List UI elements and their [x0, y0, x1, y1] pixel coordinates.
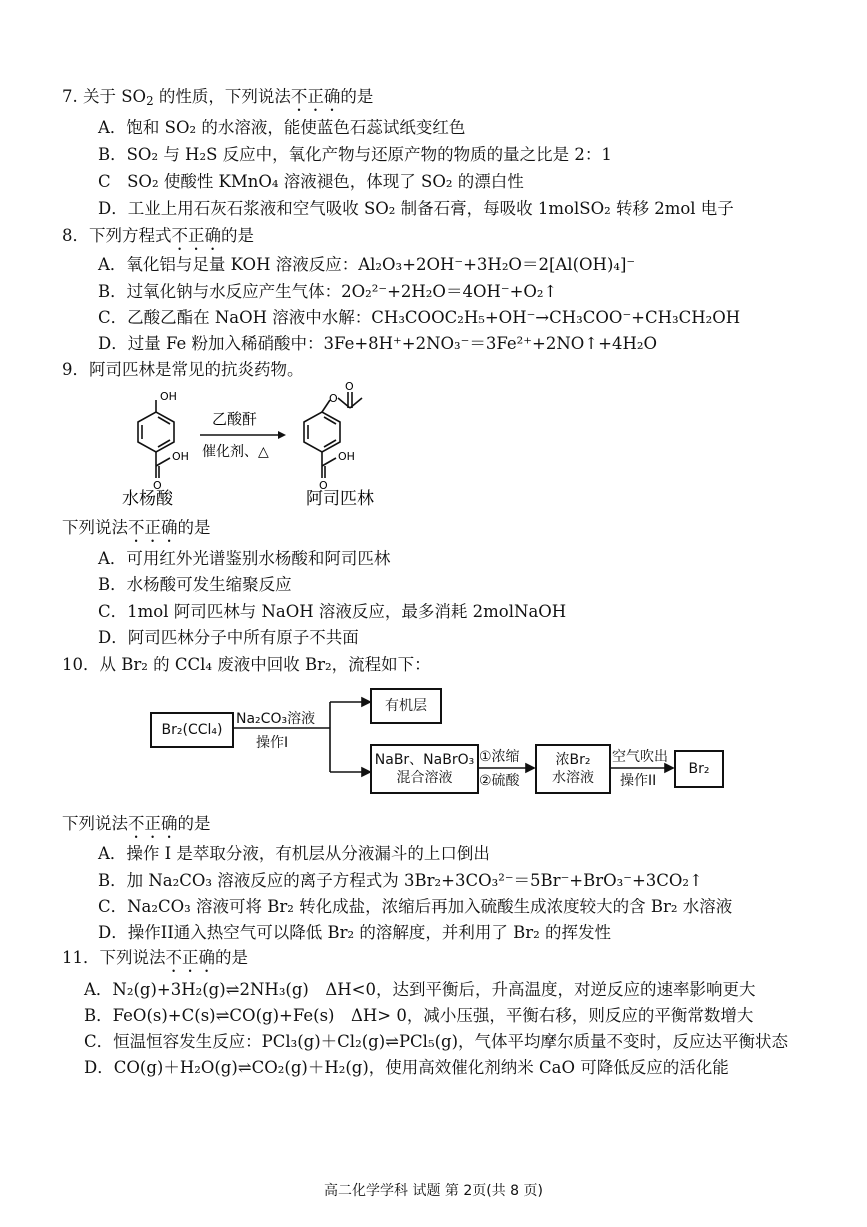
oh-label-2: OH: [172, 450, 189, 463]
aspirin-synthesis-diagram: [100, 380, 420, 510]
o-label-1: O: [153, 479, 162, 492]
oh-label-1: OH: [160, 390, 177, 403]
q8-stem: 8．下列方程式不正确的是: [62, 226, 254, 245]
arrow2-top-label: ①浓缩: [479, 749, 520, 765]
o-label-4: O: [319, 479, 328, 492]
q9-option-a: A．可用红外光谱鉴别水杨酸和阿司匹林: [98, 549, 391, 568]
q11-option-a: A．N₂(g)+3H₂(g)⇌2NH₃(g) ΔH<0，达到平衡后，升高温度，对逆反应的速率影响更大: [84, 980, 756, 999]
q10-option-c: C．Na₂CO₃ 溶液可将 Br₂ 转化成盐，浓缩后再加入硫酸生成浓度较大的含 Br₂ 水溶液: [98, 897, 733, 916]
q10-stem: 10．从 Br₂ 的 CCl₄ 废液中回收 Br₂，流程如下：: [62, 655, 431, 674]
q9-option-b: B．水杨酸可发生缩聚反应: [98, 575, 292, 594]
q11-option-c: C．恒温恒容发生反应：PCl₃(g)＋Cl₂(g)⇌PCl₅(g)，气体平均摩尔质量不变时，反应达平衡状态: [84, 1032, 789, 1051]
oh-label-3: OH: [338, 450, 355, 463]
o-label-2: O: [329, 392, 338, 405]
reagent-top-label: 乙酸酐: [212, 410, 258, 428]
q10-option-a: A．操作 I 是萃取分液，有机层从分液漏斗的上口倒出: [98, 844, 490, 863]
arrow1-top-label: Na₂CO₃溶液: [236, 711, 316, 727]
q7-option-b: B．SO₂ 与 H₂S 反应中，氧化产物与还原产物的物质的量之比是 2：1: [98, 145, 612, 164]
q10-option-b: B．加 Na₂CO₃ 溶液反应的离子方程式为 3Br₂+3CO₃²⁻＝5Br⁻+BrO₃⁻+3CO₂↑: [98, 871, 703, 890]
q7-option-a: A．饱和 SO₂ 的水溶液，能使蓝色石蕊试纸变红色: [98, 118, 466, 137]
mixed-solution-line1: NaBr、NaBrO₃: [374, 752, 475, 768]
box-mixed-solution: [370, 744, 479, 794]
q9-stem: 9．阿司匹林是常见的抗炎药物。: [62, 360, 304, 379]
reagent-bottom-label: 催化剂、△: [202, 444, 269, 460]
q11-stem: 11．下列说法不正确的是: [62, 948, 248, 967]
q9-ask: 下列说法不正确的是: [62, 518, 211, 537]
q9-option-d: D．阿司匹林分子中所有原子不共面: [98, 628, 359, 647]
q9-option-c: C．1mol 阿司匹林与 NaOH 溶液反应，最多消耗 2molNaOH: [98, 602, 567, 621]
page-footer: 高二化学学科 试题 第 2页(共 8 页): [324, 1183, 543, 1199]
q11-option-b: B．FeO(s)+C(s)⇌CO(g)+Fe(s) ΔH> 0，减小压强，平衡右移，则反应的平衡常数增大: [84, 1006, 754, 1025]
q7-option-d: D．工业上用石灰石浆液和空气吸收 SO₂ 制备石膏，每吸收 1molSO₂ 转移 2mol 电子: [98, 199, 734, 218]
q7-option-c: C SO₂ 使酸性 KMnO₄ 溶液褪色，体现了 SO₂ 的漂白性: [98, 172, 524, 191]
q7-stem: 7. 关于 $SO_2$ 的性质，下列说法不正确的是: [62, 87, 374, 108]
aspirin-name: 阿司匹林: [306, 489, 374, 509]
q8-option-b: B．过氧化钠与水反应产生气体：2O₂²⁻+2H₂O＝4OH⁻+O₂↑: [98, 282, 558, 301]
bromine-recovery-flowchart: [140, 684, 730, 804]
arrow2-bottom-label: ②硫酸: [479, 773, 520, 789]
concentrated-line2: 水溶液: [552, 770, 594, 786]
box-end-br2: Br₂: [674, 750, 724, 788]
salicylic-acid-name: 水杨酸: [122, 489, 173, 509]
q8-option-a: A．氧化铝与足量 KOH 溶液反应：Al₂O₃+2OH⁻+3H₂O＝2[Al(OH)₄]⁻: [98, 255, 636, 274]
q8-option-d: D．过量 Fe 粉加入稀硝酸中：3Fe+8H⁺+2NO₃⁻＝3Fe²⁺+2NO↑+4H₂O: [98, 334, 657, 353]
box-concentrated-br2: [535, 744, 611, 794]
box-organic-layer: 有机层: [370, 688, 442, 724]
box-start: Br₂(CCl₄): [150, 712, 234, 748]
arrow1-bottom-label: 操作I: [256, 735, 289, 751]
q8-option-c: C．乙酸乙酯在 NaOH 溶液中水解：CH₃COOC₂H₅+OH⁻→CH₃COO⁻+CH₃CH₂OH: [98, 308, 741, 327]
q10-ask: 下列说法不正确的是: [62, 814, 211, 833]
mixed-solution-line2: 混合溶液: [396, 770, 453, 786]
concentrated-line1: 浓Br₂: [555, 752, 591, 768]
salicylic-acid-structure: [138, 400, 174, 478]
arrow3-bottom-label: 操作II: [620, 773, 657, 789]
q11-option-d: D．CO(g)＋H₂O(g)⇌CO₂(g)＋H₂(g)，使用高效催化剂纳米 CaO 可降低反应的活化能: [84, 1058, 729, 1077]
arrow3-top-label: 空气吹出: [612, 749, 668, 765]
o-label-3: O: [345, 380, 354, 393]
q10-option-d: D．操作II通入热空气可以降低 Br₂ 的溶解度，并利用了 Br₂ 的挥发性: [98, 923, 611, 942]
